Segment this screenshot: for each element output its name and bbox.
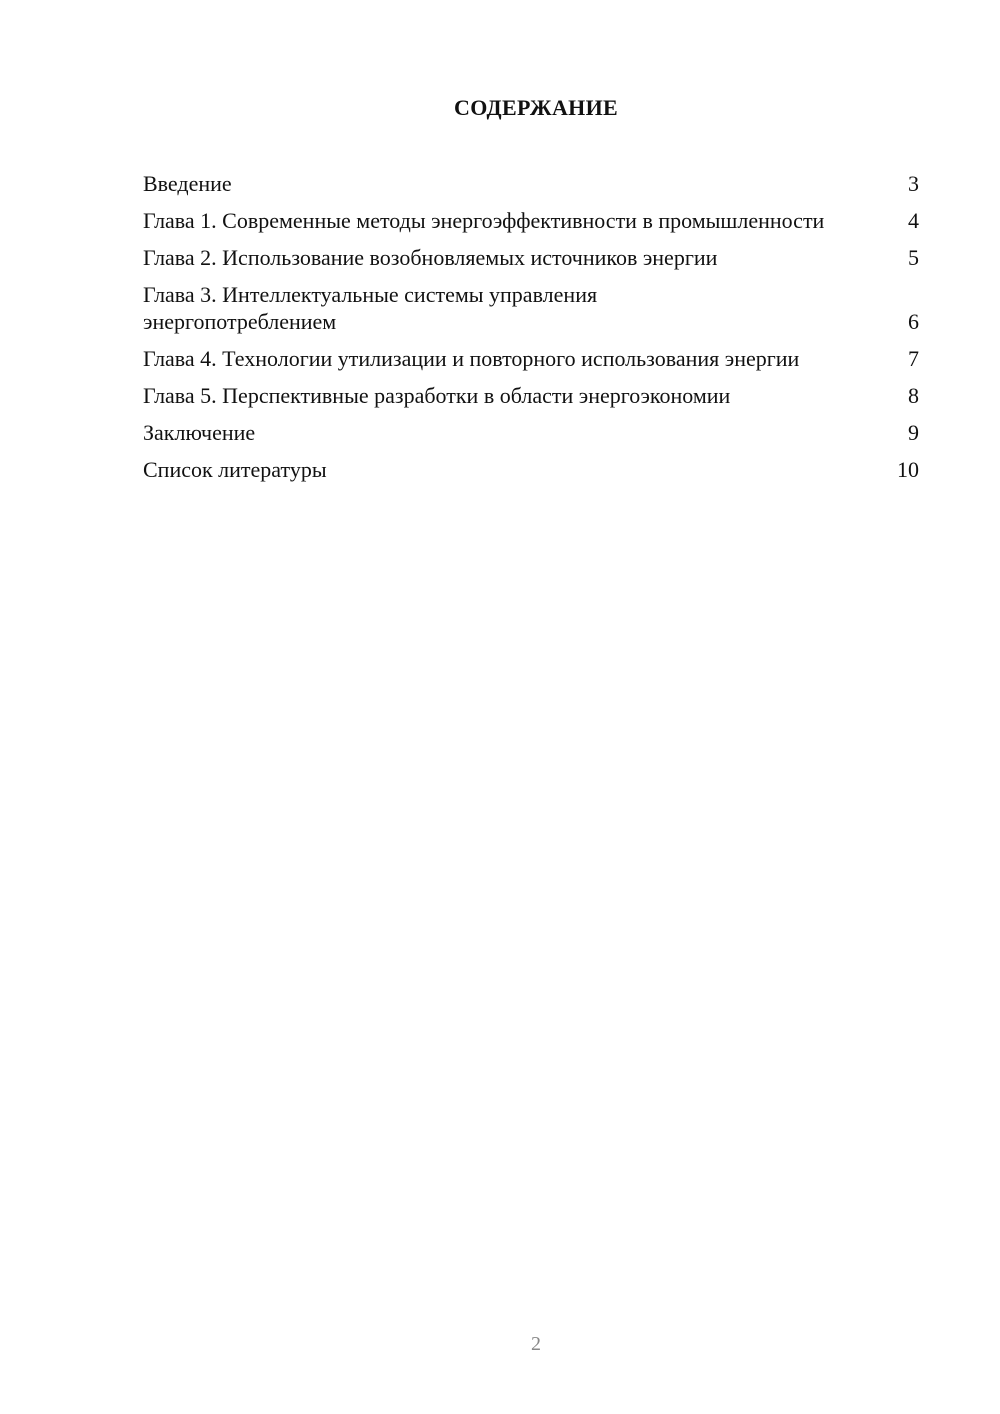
toc-entry-chapter-2[interactable]: [143, 244, 919, 271]
toc-entry-page: 10: [897, 457, 919, 482]
toc-entry-text: Глава 3. Интеллектуальные системы управления энергопотреблением: [143, 282, 598, 334]
toc-entry-references[interactable]: [143, 456, 919, 483]
toc-entry-chapter-5[interactable]: [143, 382, 919, 409]
toc-entry-page: 6: [908, 309, 919, 334]
toc-entry-text: Глава 5. Перспективные разработки в области энергоэкономии: [143, 383, 731, 408]
table-of-contents: [143, 170, 919, 493]
toc-entry-page: 3: [908, 171, 919, 196]
toc-entry-page: 7: [908, 346, 919, 371]
toc-entry-text: Глава 2. Использование возобновляемых источников энергии: [143, 245, 718, 270]
toc-entry-text: Глава 1. Современные методы энергоэффективности в промышленности: [143, 208, 825, 233]
toc-entry-text: Заключение: [143, 420, 256, 445]
toc-entry-page: 5: [908, 245, 919, 270]
toc-entry-chapter-1[interactable]: [143, 207, 919, 234]
toc-entry-text: Список литературы: [143, 457, 327, 482]
toc-entry-conclusion[interactable]: [143, 419, 919, 446]
toc-entry-page: 4: [908, 208, 919, 233]
toc-entry-chapter-4[interactable]: [143, 345, 919, 372]
toc-entry-page: 8: [908, 383, 919, 408]
toc-entry-text: Глава 4. Технологии утилизации и повторного использования энергии: [143, 346, 800, 371]
page-title: СОДЕРЖАНИЕ: [454, 95, 618, 120]
page-number: 2: [531, 1333, 541, 1355]
toc-entry-page: 9: [908, 420, 919, 445]
toc-entry-introduction[interactable]: [143, 170, 919, 197]
toc-entry-chapter-3[interactable]: [143, 281, 919, 335]
toc-entry-text: Введение: [143, 171, 232, 196]
